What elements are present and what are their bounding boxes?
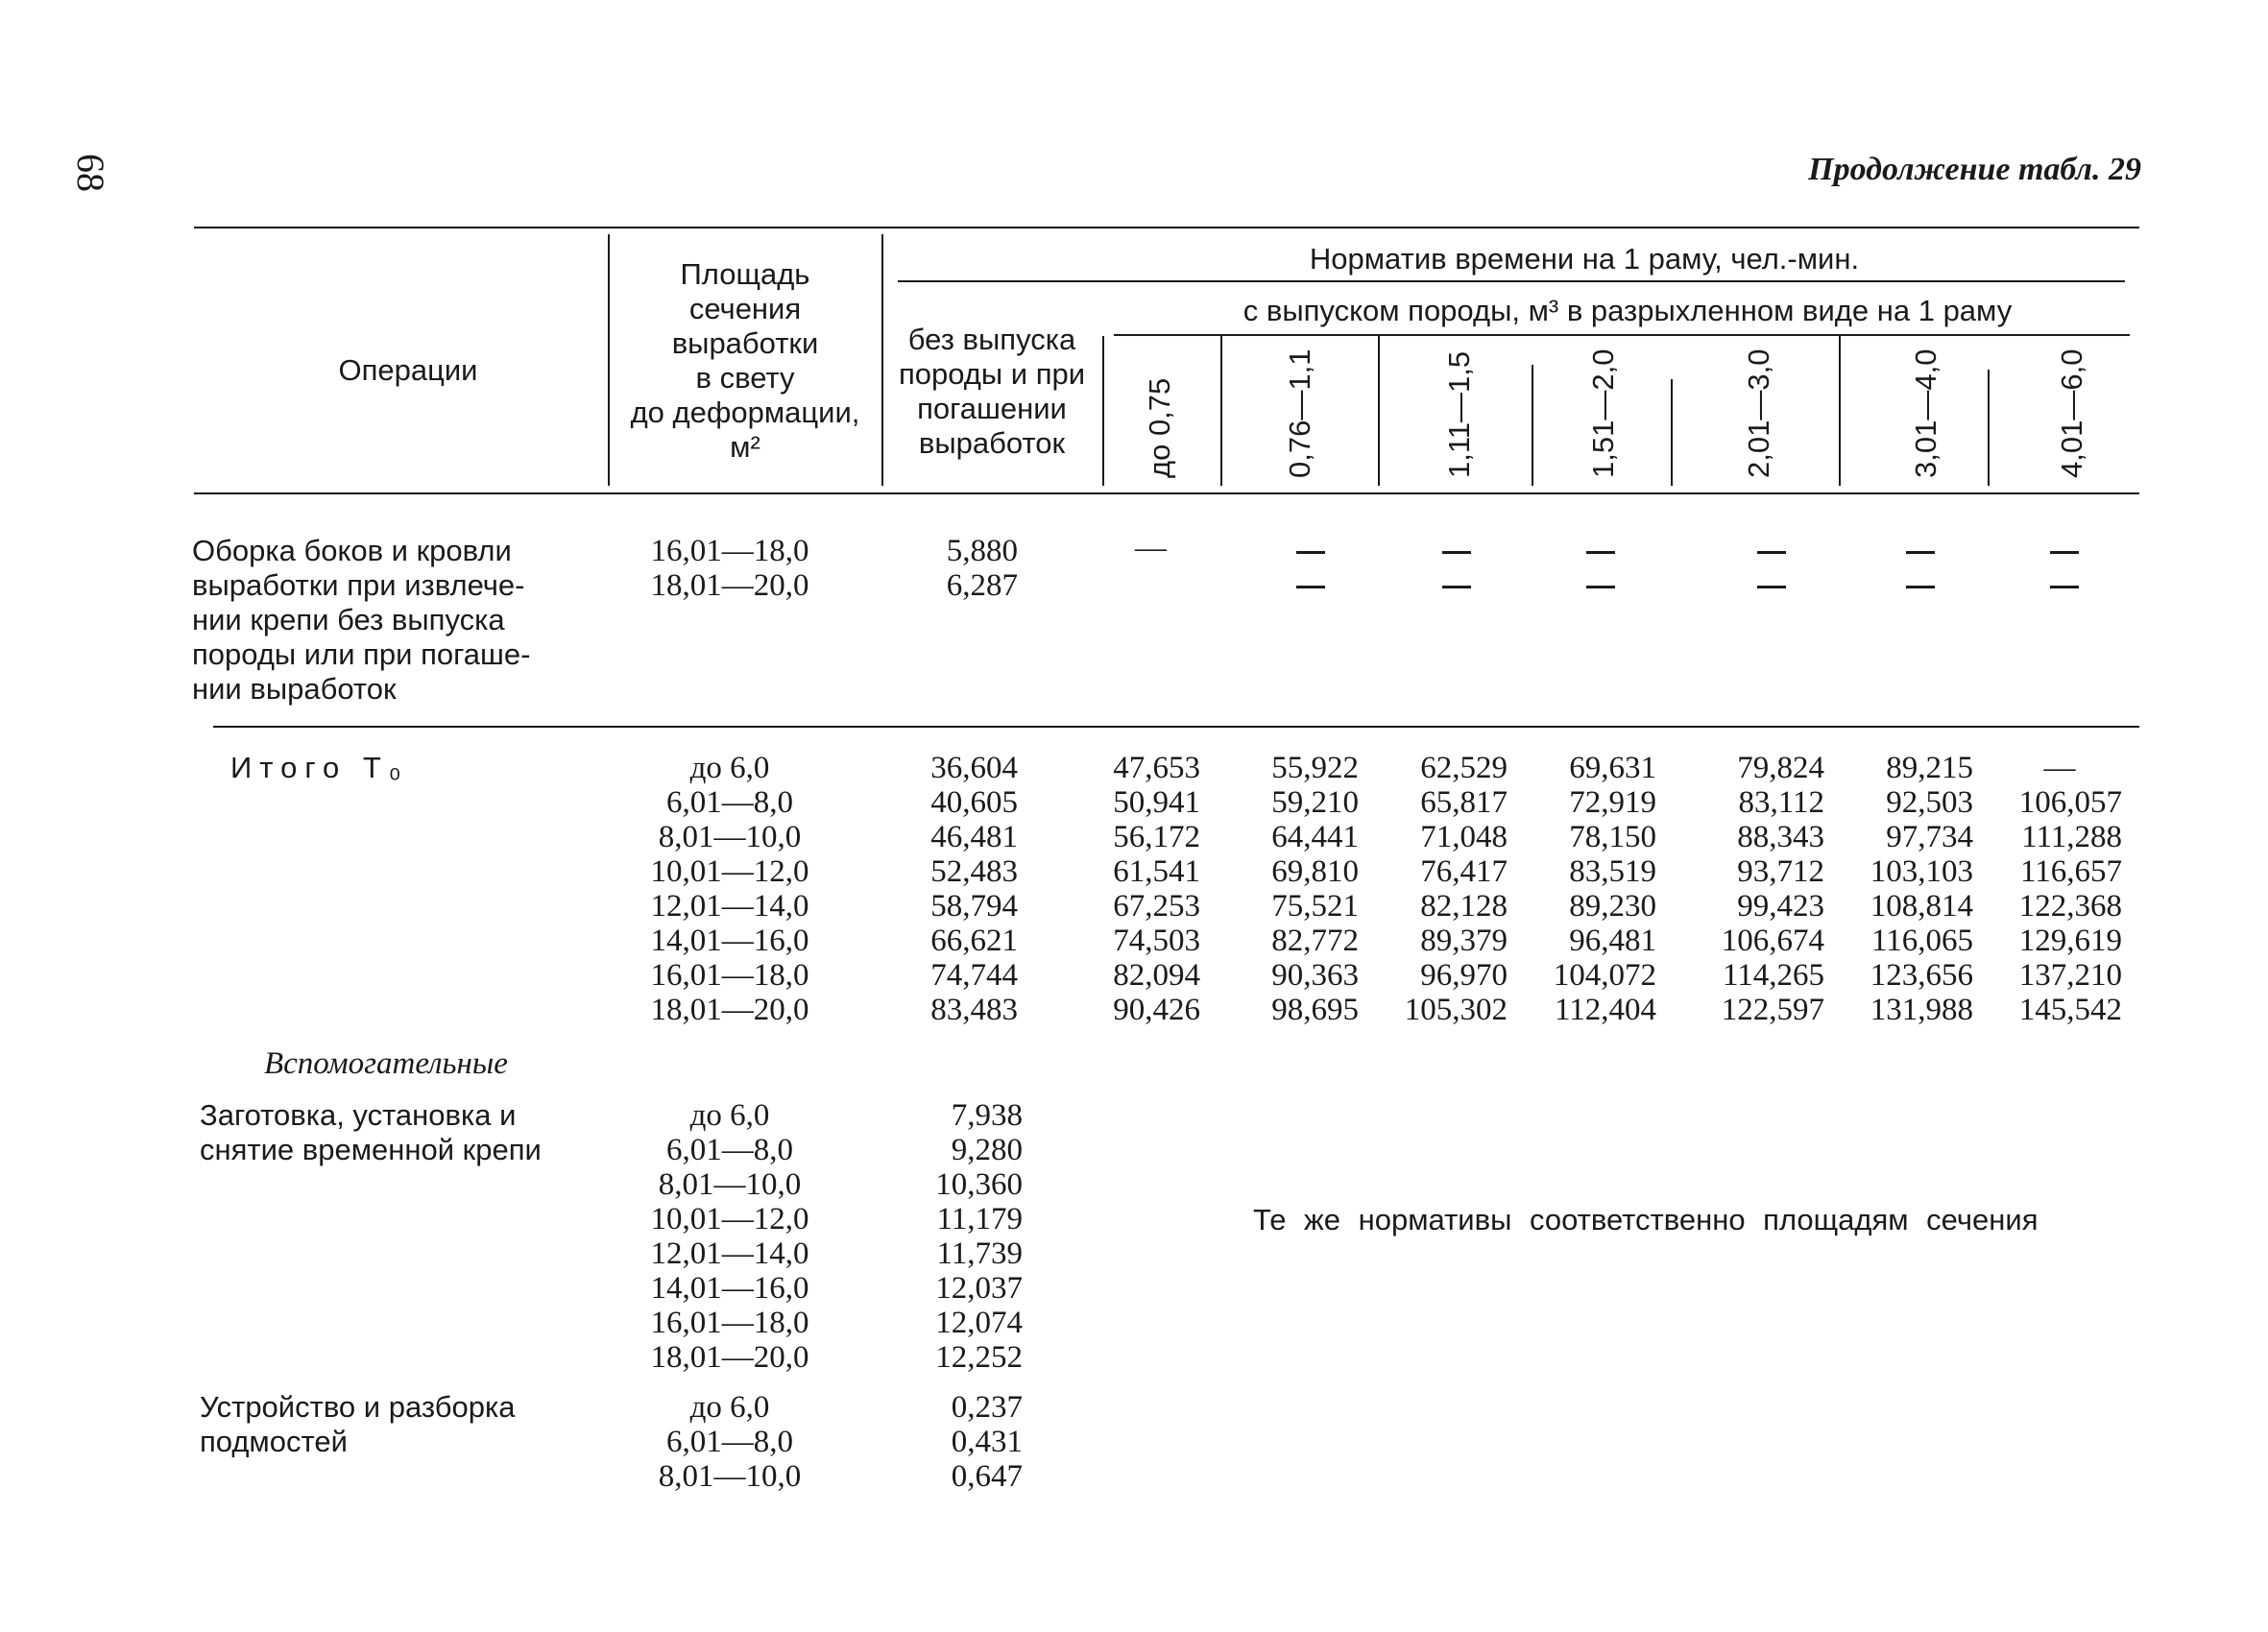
header-no-release: без выпуска породы и при погашении выработок	[898, 323, 1086, 460]
dash-mark	[2050, 586, 2079, 588]
dash-mark	[1586, 551, 1615, 554]
table-continuation-caption: Продолжение табл. 29	[1808, 152, 2141, 187]
volume-range-2: 0,76—1,1	[1283, 348, 1316, 478]
section1-areas: 16,01—18,0 18,01—20,0	[650, 534, 809, 603]
table-top-rule	[194, 227, 2139, 228]
total-volume-4: 69,631 72,919 78,150 83,519 89,230 96,481 104,072 112,404	[1553, 751, 1656, 1027]
volume-range-1: до 0,75	[1143, 377, 1176, 478]
header-divider-6	[1532, 365, 1533, 486]
total-no-release: 36,604 40,605 46,481 52,483 58,794 66,621 74,744 83,483	[930, 751, 1018, 1027]
header-with-release: с выпуском породы, м³ в разрыхленном виде на 1 раму	[1243, 294, 2013, 327]
auxiliary-item1-values: 7,938 9,280 10,360 11,179 11,739 12,037 12,074 12,252	[935, 1098, 1023, 1375]
release-title-underline	[1114, 334, 2130, 336]
dash-mark	[1757, 551, 1786, 554]
dash-mark	[2050, 551, 2079, 554]
header-area: Площадь сечения выработки в свету до деформации, м²	[630, 257, 860, 464]
section1-dash: —	[1135, 531, 1167, 565]
section-divider	[213, 726, 2139, 728]
volume-range-6: 3,01—4,0	[1909, 348, 1942, 478]
header-divider-7	[1671, 379, 1673, 486]
total-volume-5: 79,824 83,112 88,343 93,712 99,423 106,674 114,265 122,597	[1721, 751, 1824, 1027]
auxiliary-note: Те же нормативы соответственно площадям сечения	[1253, 1203, 2039, 1236]
volume-range-4: 1,51—2,0	[1586, 348, 1620, 478]
header-bottom-rule	[194, 492, 2139, 494]
auxiliary-item1-areas: до 6,0 6,01—8,0 8,01—10,0 10,01—12,0 12,01—14,0 14,01—16,0 16,01—18,0 18,01—20,0	[650, 1098, 809, 1375]
total-volume-6: 89,215 92,503 97,734 103,103 108,814 116,065 123,656 131,988	[1870, 751, 1973, 1027]
dash-mark	[1296, 586, 1325, 588]
auxiliary-title: Вспомогательные	[264, 1046, 508, 1081]
header-divider-1	[608, 234, 610, 486]
header-operations: Операции	[338, 353, 478, 387]
total-label: Итого T₀	[230, 751, 409, 784]
total-volume-3: 62,529 65,817 71,048 76,417 82,128 89,379 96,970 105,302	[1404, 751, 1508, 1027]
auxiliary-item1-operation: Заготовка, установка и снятие временной крепи	[200, 1098, 542, 1166]
auxiliary-item2-values: 0,237 0,431 0,647	[951, 1390, 1023, 1494]
section1-operation: Оборка боков и кровли выработки при извлече- нии крепи без выпуска породы или при погаше- нии выработок	[192, 534, 531, 706]
total-volume-1: 47,653 50,941 56,172 61,541 67,253 74,503 82,094 90,426	[1113, 751, 1200, 1027]
total-areas: до 6,0 6,01—8,0 8,01—10,0 10,01—12,0 12,01—14,0 14,01—16,0 16,01—18,0 18,01—20,0	[650, 751, 809, 1027]
norm-title-underline	[898, 280, 2125, 282]
volume-range-5: 2,01—3,0	[1742, 348, 1775, 478]
header-divider-3	[1102, 336, 1104, 486]
dash-mark	[1442, 551, 1471, 554]
header-divider-5	[1378, 336, 1380, 486]
header-divider-4	[1220, 336, 1222, 486]
section1-no-release: 5,880 6,287	[946, 534, 1018, 603]
dash-mark	[1586, 586, 1615, 588]
auxiliary-item2-areas: до 6,0 6,01—8,0 8,01—10,0	[658, 1390, 802, 1494]
dash-mark	[1906, 551, 1935, 554]
volume-range-7: 4,01—6,0	[2055, 348, 2088, 478]
total-volume-2: 55,922 59,210 64,441 69,810 75,521 82,772 90,363 98,695	[1271, 751, 1359, 1027]
dash-mark	[1296, 551, 1325, 554]
dash-mark	[1442, 586, 1471, 588]
dash-mark	[1906, 586, 1935, 588]
header-norm-title: Норматив времени на 1 раму, чел.-мин.	[1309, 242, 1860, 276]
dash-mark	[1757, 586, 1786, 588]
volume-range-3: 1,11—1,5	[1442, 350, 1476, 478]
header-divider-8	[1839, 336, 1841, 486]
page-number: 68	[69, 154, 112, 192]
total-volume-7: — 106,057 111,288 116,657 122,368 129,619 137,210 145,542	[2018, 751, 2122, 1027]
header-divider-9	[1988, 370, 1990, 486]
auxiliary-item2-operation: Устройство и разборка подмостей	[200, 1390, 516, 1458]
